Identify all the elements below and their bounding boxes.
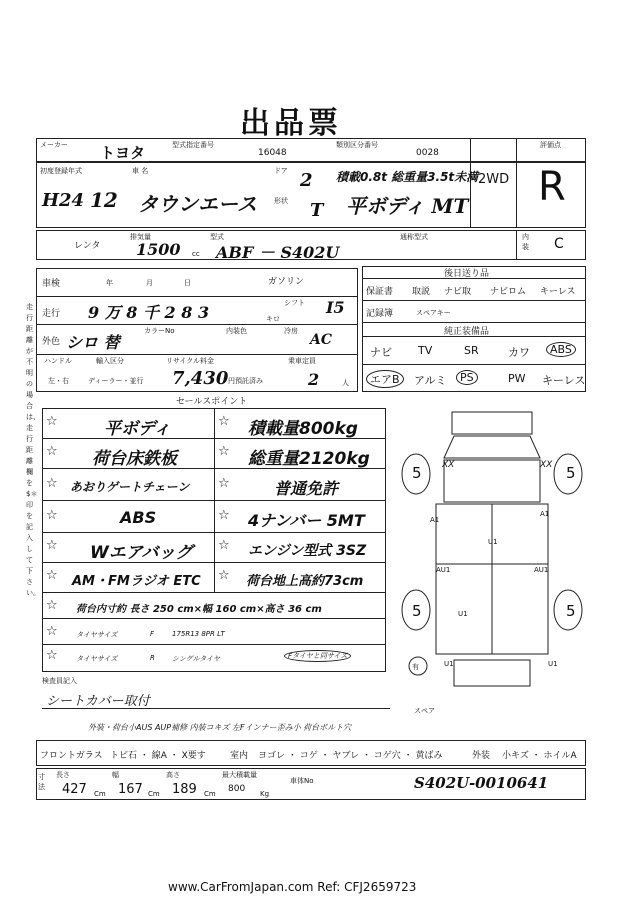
model-code: 16048 (258, 148, 287, 158)
type-label: 型式 (210, 233, 224, 241)
dims-side-label: 寸法 (38, 773, 45, 791)
spare-label: スペア (414, 707, 435, 715)
load-label: 最大積載量 (222, 771, 257, 779)
interior-label: 内装 (522, 233, 529, 251)
equipment-title: 純正装備品 (444, 327, 490, 337)
mark-u1-4: U1 (548, 660, 558, 668)
tire2-pos: R (150, 654, 155, 662)
width-label: 幅 (112, 771, 119, 779)
equip-1-1: ナビ (370, 346, 392, 359)
shape-label: 形状 (274, 197, 288, 205)
diagram-bumper-rear (454, 660, 530, 686)
tire2-note: Fタイヤと同サイズ (284, 650, 351, 662)
footer-ref: www.CarFromJapan.com Ref: CFJ2659723 (168, 880, 417, 894)
load-value: 800 (228, 784, 246, 794)
tire1-value: 175R13 8PR LT (172, 630, 225, 638)
vehicle-diagram (392, 404, 592, 710)
after-item-2: 取説 (412, 287, 431, 297)
disp-label: 排気量 (130, 233, 151, 241)
rating-value: R (538, 164, 566, 210)
equip-1-5: ABS (546, 342, 576, 357)
tire2-value: シングルタイヤ (172, 655, 221, 663)
width-value: 167 (118, 782, 143, 797)
vin-value: S402U-0010641 (414, 774, 549, 792)
displacement: 1500 (136, 240, 181, 259)
shift-value: I5 (326, 298, 345, 317)
sales-left-6: AM・FMラジオ ETC (72, 574, 201, 589)
star-icon: ☆ (46, 624, 58, 639)
shift-label: シフト (284, 299, 305, 307)
star-icon: ☆ (46, 508, 58, 523)
sales-right-2: 総重量2120kg (248, 449, 370, 469)
recycle-label: リサイクル料金 (166, 357, 215, 365)
km-unit: キロ (266, 315, 280, 323)
mark-xx-left: XX (442, 460, 455, 470)
interior-value: C (554, 236, 564, 252)
star-icon: ☆ (46, 476, 58, 491)
day-unit: 日 (184, 279, 191, 287)
ext-value: 小キズ ・ ホイルA (502, 751, 577, 761)
inspector-label: 検査員記入 (42, 677, 77, 685)
height-unit: Cm (204, 790, 216, 798)
star-icon: ☆ (218, 476, 230, 491)
equip-2-5: キーレス (542, 374, 586, 387)
mark-u1-3: U1 (444, 660, 454, 668)
color-label: 外色 (42, 337, 61, 347)
star-icon: ☆ (46, 648, 58, 663)
mark-5-fr: 5 (566, 464, 576, 482)
mark-au1-right: AU1 (534, 566, 549, 574)
usage: レンタ (74, 241, 101, 251)
glass-label: フロントガラス (40, 751, 103, 761)
side-note: 走行距離が不明の場合は、走行距離欄を$＊印を記入して下さい。 (26, 303, 40, 597)
reg-year: H24 (42, 190, 85, 211)
equip-1-2: TV (418, 344, 433, 357)
capacity-value: 2 (308, 370, 320, 389)
import-label: 輸入区分 (96, 357, 124, 365)
door-value: 2 (300, 170, 313, 191)
inspection-label: 車検 (42, 279, 61, 289)
mark-u1-1: U1 (488, 538, 498, 546)
equip-2-1: エアB (366, 370, 404, 388)
diagram-cab (444, 436, 540, 458)
handle-label: ハンドル (44, 357, 72, 365)
star-icon: ☆ (218, 538, 230, 553)
year-unit: 年 (106, 279, 113, 287)
sales-title: セールスポイント (176, 397, 248, 407)
sales-right-3: 普通免許 (274, 479, 339, 498)
sales-left-5: Wエアバッグ (90, 543, 193, 563)
sales-dims: 荷台内寸約 長さ 250 cm×幅 160 cm×高さ 36 cm (76, 604, 322, 615)
star-icon: ☆ (218, 508, 230, 523)
capacity-label: 乗車定員 (288, 357, 316, 365)
room-label: 室内 (230, 751, 249, 761)
after-item-3: ナビ取 (444, 287, 472, 297)
diagram-cab-body (444, 460, 540, 502)
maker-value: トヨタ (100, 144, 146, 162)
len-value: 427 (62, 782, 87, 797)
mark-xx-right: XX (540, 460, 553, 470)
car-name: タウンエース (138, 192, 257, 216)
sales-right-5: エンジン型式 3SZ (248, 543, 367, 559)
star-icon: ☆ (46, 568, 58, 583)
page-title: 出品票 (240, 106, 342, 141)
shape-value: T (310, 200, 324, 221)
after-item-4: ナビロム (490, 287, 527, 297)
int-color-label: 内装色 (226, 327, 247, 335)
mark-u1-2: U1 (458, 610, 468, 618)
equip-1-4: カワ (508, 346, 530, 359)
height-value: 189 (172, 782, 197, 797)
record-note: スペアキー (416, 309, 451, 317)
star-icon: ☆ (46, 444, 58, 459)
capacity-unit: 人 (342, 379, 349, 387)
tire1-pos: F (150, 630, 155, 638)
star-icon: ☆ (46, 598, 58, 613)
vin-label: 車体No (290, 777, 314, 785)
load-unit: Kg (260, 790, 270, 798)
reg-month: 12 (90, 188, 118, 212)
rating-label: 評価点 (540, 141, 561, 149)
sales-left-1: 平ボディ (104, 419, 171, 439)
after-title: 後日送り品 (444, 269, 490, 279)
import-value: ディーラー・並行 (88, 377, 144, 385)
color-value: シロ 替 (66, 333, 120, 352)
load-info: 積載0.8t 総重量3.5t未満 (336, 170, 479, 184)
class-code: 0028 (416, 148, 439, 158)
diagram-bumper-front (452, 412, 532, 434)
cc-unit: cc (192, 250, 200, 258)
star-icon: ☆ (218, 444, 230, 459)
mark-a1-left: A1 (430, 516, 440, 524)
len-unit: Cm (94, 790, 106, 798)
sales-right-4: 4ナンバー 5MT (248, 511, 365, 530)
after-item-1: 保証書 (366, 287, 394, 297)
mileage-label: 走行 (42, 309, 61, 319)
type-value: ABF － S402U (216, 243, 340, 262)
mark-spare: 有 (412, 663, 419, 671)
month-unit: 月 (146, 279, 153, 287)
sales-left-2: 荷台床鉄板 (92, 449, 177, 469)
color-no-label: カラーNo (144, 327, 175, 335)
class-label: 類別区分番号 (336, 141, 378, 149)
equip-2-2: アルミ (414, 374, 447, 387)
equip-2-3: PS (456, 370, 478, 385)
recycle-note: 円預託済み (228, 377, 263, 385)
handle-value: 左・右 (48, 377, 69, 385)
height-label: 高さ (166, 771, 180, 779)
ac-value: AC (310, 332, 333, 348)
sales-left-3: あおりゲートチェーン (70, 480, 190, 494)
mark-au1-left: AU1 (436, 566, 451, 574)
width-unit: Cm (148, 790, 160, 798)
glass-value: トビ石 ・ 線A ・ X要す (110, 751, 206, 761)
name-label: 車 名 (132, 167, 149, 175)
after-item-5: キーレス (540, 287, 576, 297)
star-icon: ☆ (46, 538, 58, 553)
reg-label: 初度登録年式 (40, 167, 82, 175)
drive-type: 2WD (478, 172, 510, 187)
equip-1-3: SR (464, 344, 479, 357)
approved-label: 通称型式 (400, 233, 428, 241)
recycle-value: 7,430 (172, 368, 229, 389)
mileage-value: 9 万 8 千 2 8 3 (88, 303, 210, 322)
body-type: 平ボディ MT (346, 194, 469, 218)
equip-2-4: PW (508, 372, 526, 385)
len-label: 長さ (56, 771, 70, 779)
star-icon: ☆ (218, 568, 230, 583)
mark-5-rr: 5 (566, 602, 576, 620)
ext-label: 外装 (472, 751, 491, 761)
seat-cover-note: シートカバー取付 (46, 694, 150, 709)
star-icon: ☆ (218, 414, 230, 429)
tire2-label: タイヤサイズ (76, 655, 118, 663)
model-code-label: 型式指定番号 (172, 141, 214, 149)
maker-label: メーカー (40, 141, 68, 149)
mark-5-fl: 5 (412, 464, 422, 482)
mark-a1-right: A1 (540, 510, 550, 518)
tire1-label: タイヤサイズ (76, 631, 118, 639)
sales-right-6: 荷台地上高約73cm (246, 574, 364, 589)
fuel: ガソリン (268, 277, 305, 287)
door-label: ドア (274, 167, 288, 175)
sales-left-4: ABS (120, 508, 157, 527)
ac-label: 冷房 (284, 327, 298, 335)
star-icon: ☆ (46, 414, 58, 429)
record-label: 記録簿 (366, 309, 394, 319)
sales-right-1: 積載量800kg (248, 419, 358, 439)
mark-5-rl: 5 (412, 602, 422, 620)
remarks: 外装・荷台小AUS AUP補修 内装コキズ 左Fインナー歪み小 荷台ボルト穴 (88, 723, 352, 732)
room-value: ヨゴレ ・ コゲ ・ ヤブレ ・ コゲ穴 ・ 黄ばみ (258, 751, 443, 761)
